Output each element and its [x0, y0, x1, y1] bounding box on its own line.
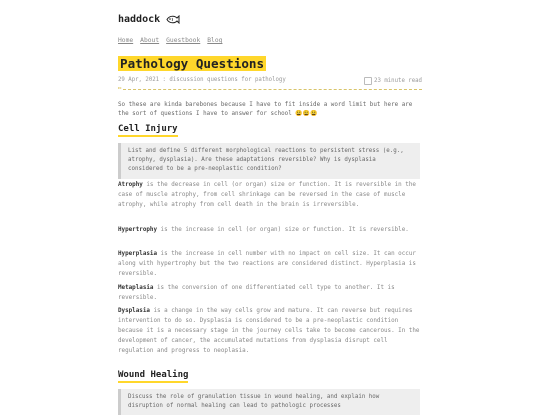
term-text: is a change in the way cells grow and mature. It can reverse but requires intervention to do so. Dysplasia is considered to be a pre-neoplastic condition because it is a necessary stage in the journey cells take to become cancerous. In the development of cancer, the accumulated mutations from dysplasia disrupt cell regulation and progress to neoplasia.	[118, 308, 420, 355]
post-date-line: 29 Apr, 2021 : discussion questions for pathology	[118, 77, 286, 83]
term-metaplasia	[118, 283, 422, 303]
read-time	[364, 77, 422, 85]
term-label: Atrophy	[118, 182, 143, 188]
term-atrophy	[118, 180, 422, 210]
term-text: is the decrease in cell (or organ) size or function. It is reversible in the case of muscle atrophy, from cell shrinkage can be reversed in the case of muscle atrophy, while atrophy from cell death in the brain is irreversible.	[118, 182, 416, 209]
term-hyperplasia	[118, 249, 422, 279]
nav-guestbook-link[interactable]: Guestbook	[166, 37, 201, 44]
term-label: Hyperplasia	[118, 251, 158, 257]
cut-divider	[118, 86, 422, 92]
site-header[interactable]	[118, 14, 180, 25]
main-nav	[118, 37, 222, 44]
term-dysplasia	[118, 306, 422, 356]
nav-about-link[interactable]: About	[140, 37, 160, 44]
term-label: Metaplasia	[118, 285, 154, 291]
dashed-line	[123, 89, 422, 90]
term-text: is the conversion of one differentiated cell type to another. It is reversible.	[118, 285, 395, 302]
term-text: is the increase in cell (or organ) size or function. It is reversible.	[157, 227, 409, 233]
nav-home-link[interactable]: Home	[118, 37, 134, 44]
term-text: is the increase in cell number with no impact on cell size. It can occur along with hypertrophy but the two reactions are considered distinct. Hyperplasia is reversible.	[118, 251, 416, 278]
term-label: Hypertrophy	[118, 227, 158, 233]
post-intro: So these are kinda barebones because I have to fit inside a word limit but here are the sort of questions I have to answer for school 😩😩😩	[118, 102, 413, 117]
scissors-icon: ✂	[118, 85, 122, 92]
fish-icon	[166, 15, 180, 24]
clock-icon	[364, 77, 372, 85]
term-hypertrophy	[118, 225, 422, 235]
site-title[interactable]: haddock	[118, 14, 161, 25]
post-title: Pathology Questions	[120, 56, 265, 71]
read-time-label: 23 minute read	[374, 78, 422, 84]
question-blockquote-cell-injury: List and define 5 different morphological reactions to persistent stress (e.g., atrophy, dysplasia). Are these adaptations reversible? Why is dysplasia considered to be a pre-neoplastic condition?	[118, 143, 420, 179]
section-heading-cell-injury: Cell Injury	[118, 124, 178, 137]
term-label: Dysplasia	[118, 308, 150, 314]
question-blockquote-wound-healing: Discuss the role of granulation tissue in wound healing, and explain how disruption of normal healing can lead to pathologic processes	[118, 389, 420, 415]
nav-blog-link[interactable]: Blog	[207, 37, 223, 44]
section-heading-wound-healing: Wound Healing	[118, 370, 188, 383]
